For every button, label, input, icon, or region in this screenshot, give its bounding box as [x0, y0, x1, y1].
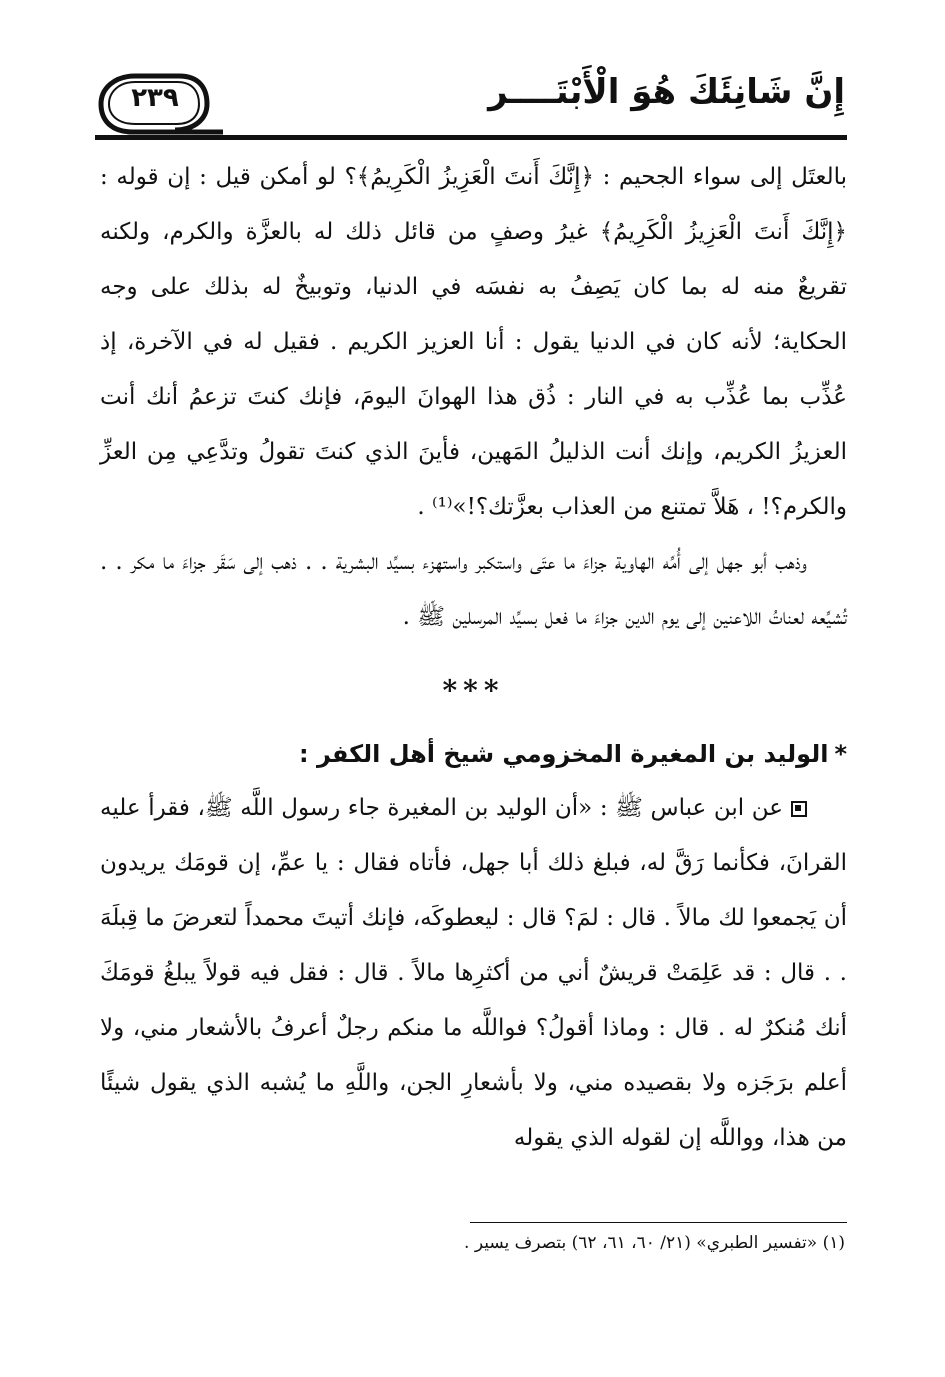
paragraph-1: بالعتَل إلى سواء الجحيم : ﴿إِنَّكَ أَنتَ الْعَزِيزُ الْكَرِيمُ﴾؟ لو أمكن قيل : إن قوله : ﴿إِنَّكَ أَنتَ الْعَزِيزُ الْكَرِيمُ﴾ غيرُ وصفٍ من قائل ذلك له بالعزَّة والكرم، ولكنه تقريعٌ منه له بما كان يَصِفُ به نفسَه في الدنيا، وتوبيخٌ له بذلك على وجه الحكاية؛ لأنه كان في الدنيا يقول : أنا العزيز الكريم . فقيل له في الآخرة، إذ عُذِّب بما عُذِّب به في النار : ذُق هذا الهوانَ اليومَ، فإنك كنتَ تزعمُ أنك أنت العزيزُ الكريم، وإنك أنت الذليلُ المَهين، فأينَ الذي كنتَ تقولُ وتدَّعِي مِن العزِّ والكرم؟! ، هَلاَّ تمتنع من العذاب بعزَّتك؟!»⁽¹⁾ . — [100, 164, 847, 520]
hadith-text: عن ابن عباس ﷺ : «أن الوليد بن المغيرة جاء رسول اللَّه ﷺ، فقرأ عليه القرانَ، فكأنما رَقَّ له، فبلغ ذلك أبا جهل، فأتاه فقال : يا عمِّ، إن قومَك يريدون أن يَجمعوا لك مالاً . قال : لمَ؟ قال : ليعطوكَه، فإنك أتيتَ محمداً لتعرضَ ما قِبلَهَ . . قال : قد عَلِمَتْ قريشٌ أني من أكثرِها مالاً . قال : فقل فيه قولاً يبلغُ قومَكَ أنك مُنكرٌ له . قال : وماذا أقولُ؟ فواللَّه ما منكم رجلٌ أعرفُ بالأشعار مني، ولا أعلم برَجَزه ولا بقصيده مني، ولا بأشعارِ الجن، واللَّهِ ما يُشبه الذي يقول شيئًا من هذا، وواللَّه إن لقوله الذي يقوله — [100, 795, 847, 1151]
paragraph-2 — [100, 535, 847, 645]
page-number-badge — [95, 68, 235, 140]
page-header — [0, 0, 945, 145]
asterisk-icon: * — [834, 740, 847, 768]
page-body — [100, 150, 847, 1166]
footnote: (١) «تفسير الطبري» (٢١/ ٦٠، ٦١، ٦٢) بتصرف يسير . — [464, 1233, 845, 1253]
header-rule — [95, 135, 847, 140]
hadith-marker-icon — [791, 801, 807, 817]
paragraph-2-text: وذهب أبو جهل إلى أُمِّه الهاوية جزاءَ ما عتَى واستكبر واستهزء بسيِّد البشرية . . ذهب إلى سَقَر جزاءَ ما مكر . . تُشيِّعه لعناتُ اللاعنين إلى يوم الدين جزاءَ ما فعل بسيِّد المرسلين ﷺ . — [100, 549, 847, 630]
footnote-rule — [470, 1222, 847, 1223]
section-heading — [100, 727, 847, 781]
hadith-paragraph — [100, 781, 847, 1166]
running-title: إِنَّ شَانِئَكَ هُوَ الْأَبْتَــــر — [488, 72, 845, 112]
section-heading-text: الوليد بن المغيرة المخزومي شيخ أهل الكفر : — [299, 740, 829, 768]
page-number: ٢٣٩ — [131, 83, 179, 113]
section-separator: *** — [442, 674, 505, 707]
